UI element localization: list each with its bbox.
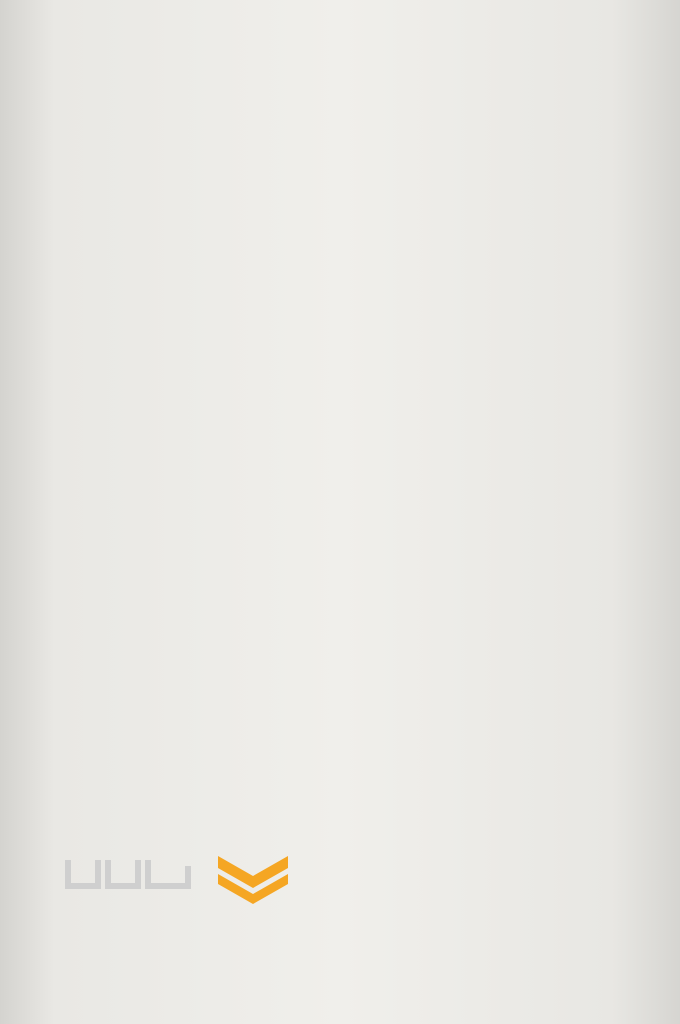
setabook-logo <box>58 846 298 910</box>
logo-chevron-icon <box>218 856 288 904</box>
page-edge-numbers <box>662 20 680 280</box>
logo-wordmark-icon <box>68 860 188 886</box>
